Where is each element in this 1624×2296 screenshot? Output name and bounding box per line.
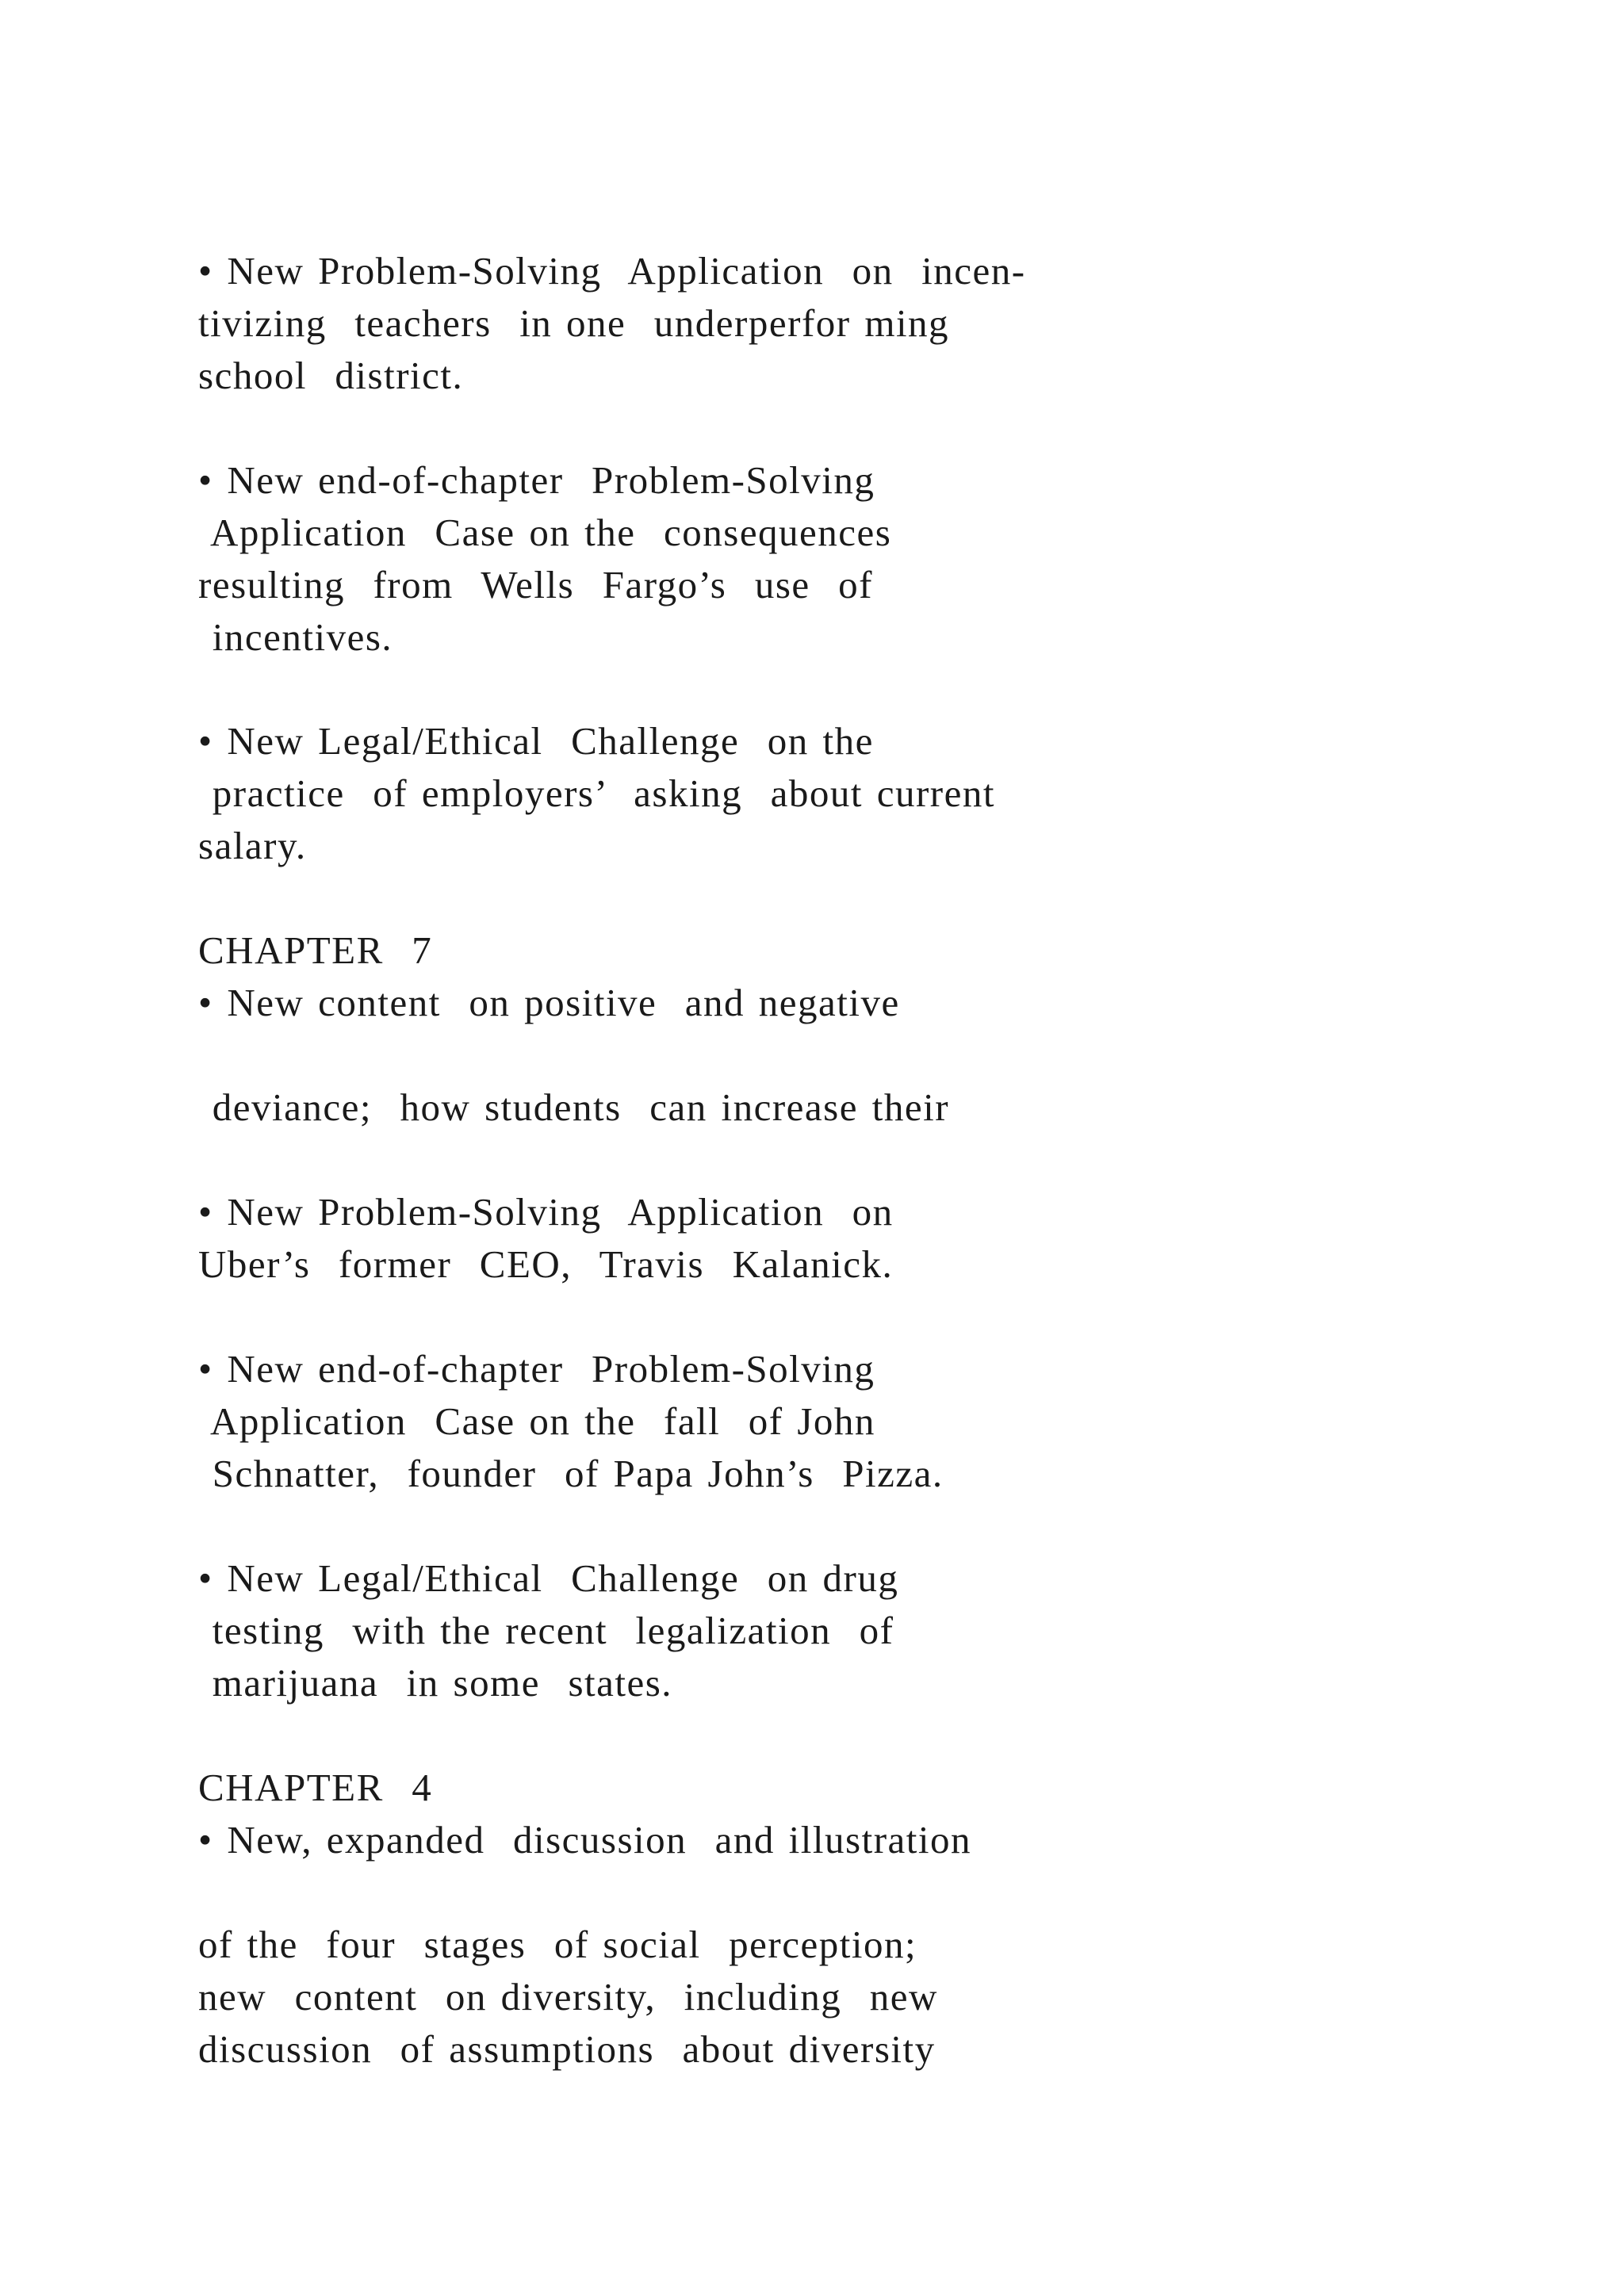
text-line: marijuana in some states. xyxy=(198,1661,673,1705)
text-line: • New content on positive and negative xyxy=(198,981,900,1024)
chapter-heading: CHAPTER 7 xyxy=(198,928,433,972)
text-line: • New Legal/Ethical Challenge on drug xyxy=(198,1556,899,1600)
text-line: discussion of assumptions about diversity xyxy=(198,2027,936,2071)
text-line: • New end-of-chapter Problem-Solving xyxy=(198,1347,875,1391)
text-line: practice of employers’ asking about current xyxy=(198,771,995,815)
text-line: salary. xyxy=(198,824,307,867)
text-line: resulting from Wells Fargo’s use of xyxy=(198,563,873,607)
text-line: Application Case on the consequences xyxy=(198,511,892,554)
text-line: new content on diversity, including new xyxy=(198,1975,938,2019)
text-line: • New end-of-chapter Problem-Solving xyxy=(198,458,875,502)
text-line: • New Legal/Ethical Challenge on the xyxy=(198,719,874,763)
text-line: • New Problem-Solving Application on xyxy=(198,1190,894,1234)
text-line: tivizing teachers in one underperfor ming xyxy=(198,301,950,345)
text-line: • New Problem-Solving Application on incen- xyxy=(198,249,1026,293)
text-line: Schnatter, founder of Papa John’s Pizza. xyxy=(198,1452,944,1495)
text-line: of the four stages of social perception; xyxy=(198,1923,917,1966)
text-line: deviance; how students can increase their xyxy=(198,1085,950,1129)
text-line: testing with the recent legalization of xyxy=(198,1609,894,1652)
text-line: • New, expanded discussion and illustration xyxy=(198,1818,971,1862)
text-line: school district. xyxy=(198,354,464,397)
text-line: Uber’s former CEO, Travis Kalanick. xyxy=(198,1242,894,1286)
chapter-heading: CHAPTER 4 xyxy=(198,1766,433,1809)
text-line: Application Case on the fall of John xyxy=(198,1399,875,1443)
text-line: incentives. xyxy=(198,615,393,659)
